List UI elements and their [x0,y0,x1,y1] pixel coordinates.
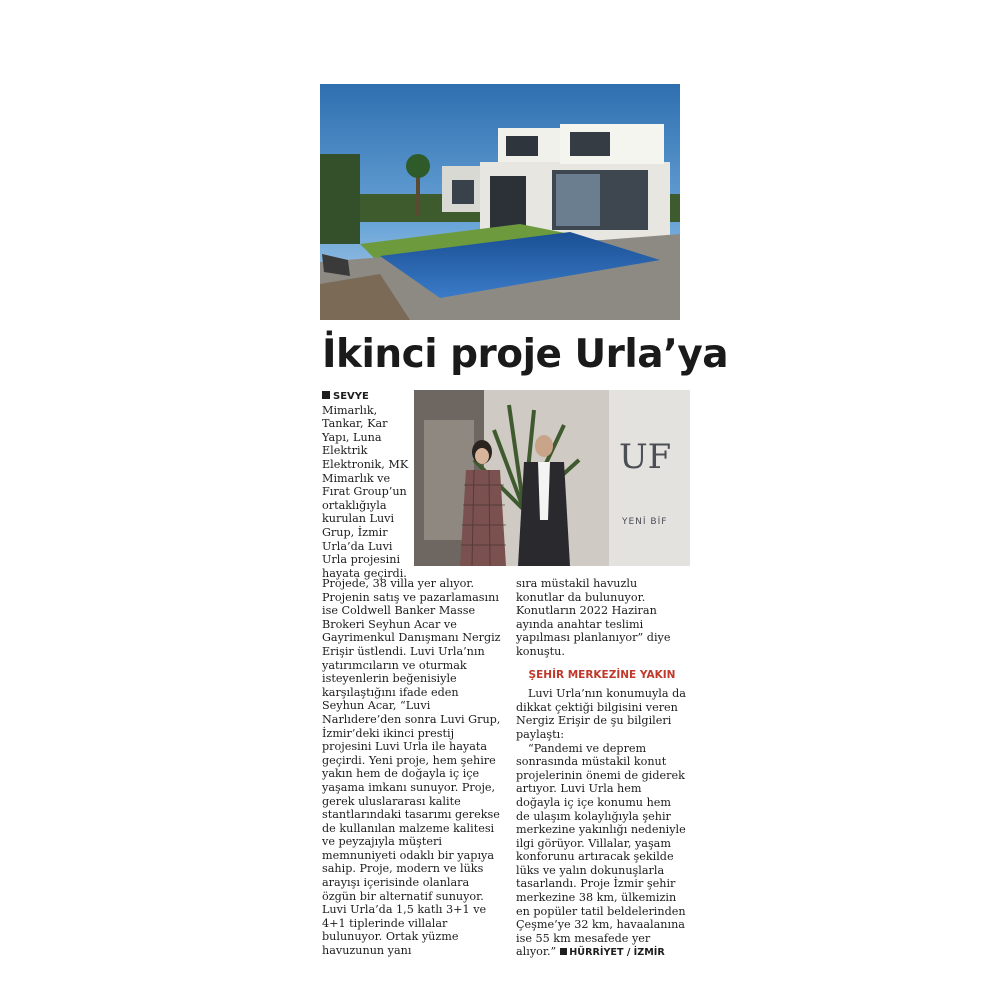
article-column-1 [322,577,504,958]
article-paragraph: sıra müstakil havuzlu konutlar da bulunuyor. Konutların 2022 Haziran ayında anahtar teslimi yapılması planlanıyor” diye konuştu. [516,577,671,658]
intro-line: Grup, İzmir [322,525,388,539]
newspaper-clipping [310,80,729,959]
article-column-narrow [322,390,410,580]
intro-line: ortaklığıyla [322,498,387,512]
subheading: ŞEHİR MERKEZİNE YAKIN [528,668,676,681]
source-square-icon [560,948,567,955]
intro-line: Mimarlık, [322,403,378,417]
article-paragraph [516,742,688,961]
article-column-2 [516,577,688,960]
intro-line: Urla’da Luvi [322,539,393,553]
byline-square-icon [322,391,330,399]
intro-line: Urla projesini [322,553,401,567]
byline-name: SEVYE [333,391,369,402]
sign-letters: UF [619,437,672,477]
byline [322,390,410,404]
intro-line: Mimarlık ve [322,471,391,485]
intro-line: Elektrik [322,444,368,458]
intro-line: Elektronik, MK [322,457,409,471]
source-name: HÜRRİYET / İZMİR [569,947,665,959]
intro-line: kurulan Luvi [322,512,395,526]
article-paragraph: Luvi Urla’nın konumuyla da dikkat çektiği bilgisini veren Nergiz Erişir de şu bilgileri paylaştı: [516,687,686,741]
intro-line: Fırat Group’un [322,485,407,499]
villa-photo [320,84,680,320]
quote-text: “Pandemi ve deprem sonrasında müstakil konut projelerinin önemi de giderek artıyor. Luvi Urla hem doğayla iç içe konumu hem de ulaşım kolaylığıyla şehir merkezine yakınlığı nedeniyle ilgi görüyor. Villalar, yaşam konforunu artıracak şekilde lüks ve yalın dokunuşlarla tasarlandı. Proje İzmir şehir merkezine 38 km, ülkemizin en popüler tatil beldelerinden Çeşme’ye 32 km, havaalanına ise 55 km mesafede yer alıyor.” [516,741,686,959]
sign-caption: YENİ BİF [622,517,668,527]
intro-line: hayata geçirdi. [322,566,407,580]
source-credit [556,947,664,958]
intro-line: Tankar, Kar [322,417,388,431]
people-photo [414,390,690,566]
article-paragraph: Projede, 38 villa yer alıyor. Projenin satış ve pazarlamasını ise Coldwell Banker Masse Brokeri Seyhun Acar ve Gayrimenkul Danışmanı Nergiz Erişir üstlendi. Luvi Urla’nın yatırımcıların ve oturmak isteyenlerin beğenisiyle karşılaştığını ifade eden Seyhun Acar, “Luvi Narlıdere’den sonra Luvi Grup, İzmir’deki ikinci prestij projesini Luvi Urla ile hayata geçirdi. Yeni proje, hem şehire yakın hem de doğayla iç içe yaşama imkanı sunuyor. Proje, gerek uluslararası kalite stantlarındaki tasarımı gerekse de kullanılan malzeme kalitesi ve peyzajıyla müşteri memnuniyeti odaklı bir yapıya sahip. Proje, modern ve lüks arayışı içerisinde olanlara özgün bir alternatif sunuyor. Luvi Urla’da 1,5 katlı 3+1 ve 4+1 tiplerinde villalar bulunuyor. Ortak yüzme havuzunun yanı [322,577,501,958]
headline: İkinci proje Urla’ya [322,332,729,377]
intro-line: Yapı, Luna [322,430,382,444]
